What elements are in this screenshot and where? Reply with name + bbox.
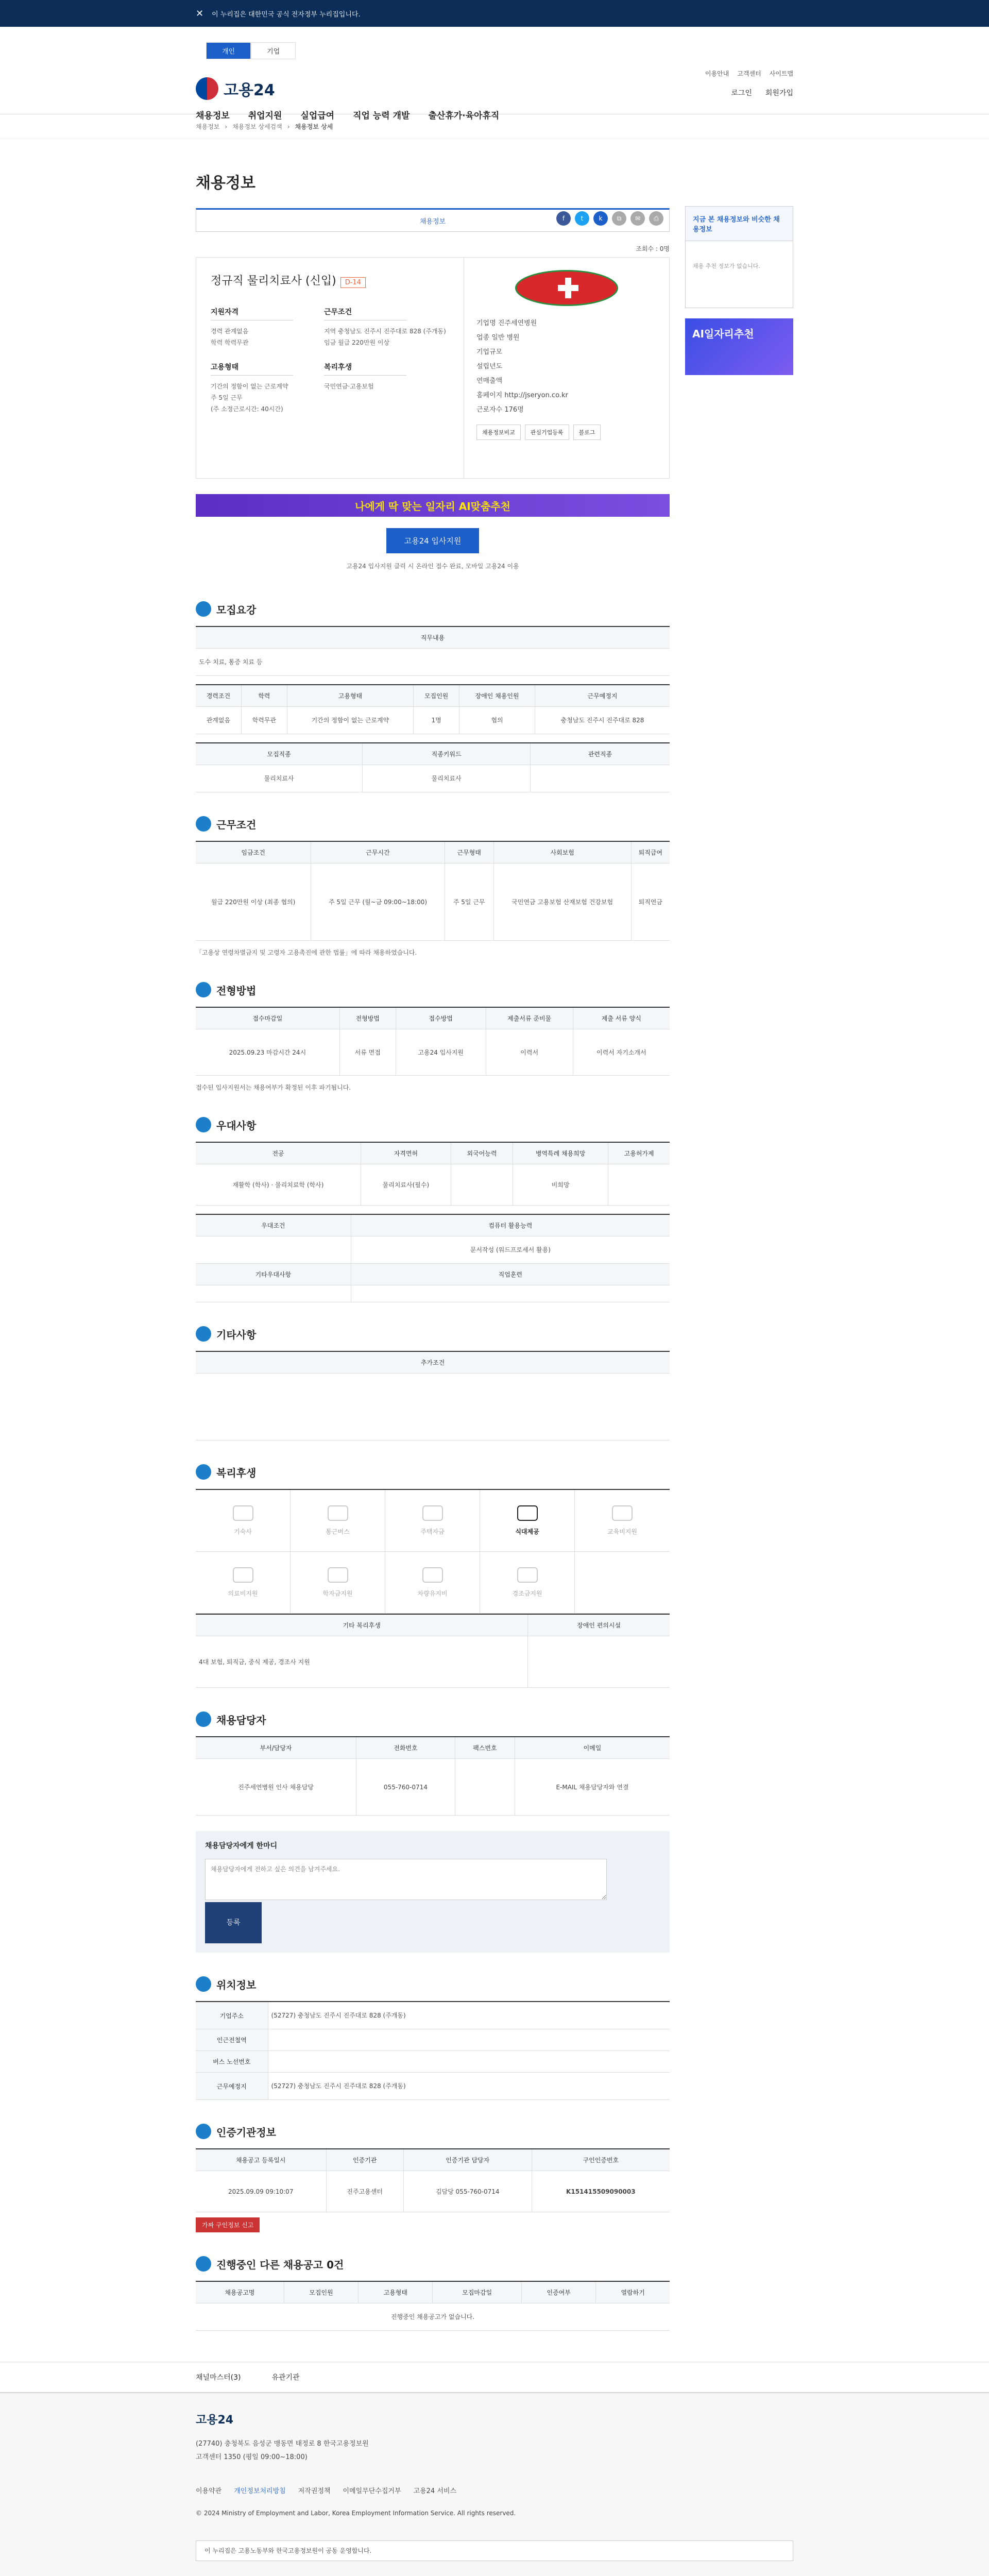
th: 모집인원: [284, 2281, 358, 2303]
footer-copyright: © 2024 Ministry of Employment and Labor, Korea Employment Information Service. All rights reserved.: [196, 2510, 516, 2517]
tab-company[interactable]: 기업: [251, 42, 296, 59]
footer-link-privacy[interactable]: 개인정보처리방침: [234, 2487, 286, 2495]
welfare-item: 국민연금·고용보험: [324, 383, 374, 390]
medical-icon: [233, 1567, 253, 1583]
conditions-table: [196, 841, 670, 941]
report-fake-button[interactable]: 가짜 구인정보 신고: [196, 2217, 260, 2232]
th: 우대조건: [196, 1214, 351, 1236]
td: 4대 보험, 퇴직금, 중식 제공, 경조사 지원: [196, 1636, 528, 1688]
th: 모집마감일: [433, 2281, 522, 2303]
meal-icon: [517, 1505, 538, 1521]
duty-head: 직무내용: [196, 626, 670, 649]
td: 비희망: [513, 1164, 608, 1206]
td: 문서작성 (워드프로세서 활용): [351, 1236, 670, 1264]
th: 전화번호: [356, 1737, 455, 1759]
duty-content: 도수 치료, 통증 치료 등: [196, 649, 670, 676]
footer-gov-bar: 이 누리집은 고용노동부와 한국고용정보원이 공동 운영합니다.: [196, 2540, 793, 2561]
company-industry: 업종 일반 병원: [476, 334, 520, 342]
welfare-grid: [196, 1489, 670, 1614]
breadcrumb: 채용정보 › 채용정보 상세검색 › 채용정보 상세: [0, 114, 989, 139]
process-note: 접수된 입사지원서는 채용여부가 확정된 이후 파기됩니다.: [196, 1084, 351, 1091]
footer-links: [196, 2485, 793, 2498]
crumb-2[interactable]: 채용정보 상세검색: [232, 123, 282, 130]
td: K151415509090003: [532, 2171, 670, 2212]
conditions-icon: [196, 816, 211, 832]
bus-icon: [328, 1505, 348, 1521]
member-tabs: [206, 42, 296, 59]
td: (52727) 충청남도 진주시 진주대로 828 (주개동): [268, 2073, 670, 2100]
preference-table-2: [196, 1214, 670, 1302]
sidebar-title: 지금 본 채용정보와 비슷한 채용정보: [685, 206, 793, 241]
feedback-input[interactable]: [205, 1859, 607, 1900]
etc-table: [196, 1351, 670, 1440]
td: 충청남도 진주시 진주대로 828: [535, 707, 670, 734]
ai-banner[interactable]: 나에게 딱 맞는 일자리 AI맞춤추천: [196, 494, 670, 517]
company-homepage[interactable]: 홈페이지 http://jseryon.co.kr: [476, 392, 568, 399]
th: 전공: [196, 1142, 361, 1164]
related-links: [0, 2362, 989, 2393]
td: 물리치료사: [363, 765, 531, 792]
recruit-icon: [196, 601, 211, 617]
th: 근무형태: [445, 841, 493, 863]
td: 이력서: [486, 1029, 573, 1076]
share-icons: [556, 211, 663, 226]
twitter-icon[interactable]: t: [575, 211, 589, 226]
tab-personal[interactable]: 개인: [206, 42, 251, 59]
site-logo[interactable]: 고용24: [196, 77, 275, 100]
th: 추가조건: [196, 1351, 670, 1374]
nav-jobs[interactable]: 채용정보: [196, 111, 230, 121]
welfare-housing: 주택자금: [385, 1490, 480, 1552]
th: 경력조건: [196, 685, 241, 707]
th: 퇴직급여: [631, 841, 670, 863]
nav-support[interactable]: 취업지원: [248, 111, 282, 121]
work-wage: 임금 월급 220만원 이상: [324, 339, 390, 346]
footer-address: (27740) 충청북도 음성군 맹동면 태정로 8 한국고용정보원: [196, 2440, 369, 2448]
th: 직업훈련: [351, 1264, 670, 1285]
main-nav: [196, 108, 499, 121]
company-logo: [515, 270, 618, 306]
cert-table: [196, 2148, 670, 2212]
th: 제출서류 준비물: [486, 1007, 573, 1029]
link-icon[interactable]: ⧉: [612, 211, 626, 226]
related-2[interactable]: 유관기관: [271, 2374, 300, 2382]
welfare-bus: 통근버스: [291, 1490, 385, 1552]
work-heading: 근무조건: [324, 307, 406, 320]
td: 물리치료사(필수): [361, 1164, 451, 1206]
welfare-empty: [575, 1552, 670, 1614]
email-link[interactable]: E-MAIL 채용담당자와 연결: [515, 1759, 670, 1816]
process-table: [196, 1007, 670, 1076]
th: 근무예정지: [196, 2073, 268, 2100]
section-manager: 채용담당자: [196, 1711, 670, 1727]
th: 채용공고명: [196, 2281, 284, 2303]
th: 모집인원: [414, 685, 459, 707]
th: 인증여부: [521, 2281, 595, 2303]
apply-method-link[interactable]: 고용24 입사지원: [396, 1029, 486, 1076]
th: 병역특례 채용희망: [513, 1142, 608, 1164]
section-welfare: 복리후생: [196, 1464, 670, 1480]
occupation-table: [196, 742, 670, 792]
td: 2025.09.23 마감시간 24시: [196, 1029, 339, 1076]
nav-leave[interactable]: 출산휴가·육아휴직: [428, 111, 500, 121]
td: [268, 2029, 670, 2051]
nav-training[interactable]: 직업 능력 개발: [353, 111, 410, 121]
th: 고용형태: [359, 2281, 433, 2303]
type-contract: 기간의 정함이 없는 근로계약: [211, 383, 288, 390]
td: 진주고용센터: [326, 2171, 403, 2212]
td: [351, 1285, 670, 1302]
section-recruit: 모집요강: [196, 601, 670, 617]
print-icon[interactable]: ⎙: [649, 211, 663, 226]
related-1[interactable]: 채널마스터(3): [196, 2374, 241, 2382]
td: [196, 1374, 670, 1440]
th: 기타우대사항: [196, 1264, 351, 1285]
welfare-table: [196, 1614, 670, 1688]
th: 근무예정지: [535, 685, 670, 707]
td: [531, 765, 670, 792]
company-founded: 설립년도: [476, 363, 503, 370]
recruit-table: [196, 684, 670, 734]
facebook-icon[interactable]: f: [556, 211, 571, 226]
welfare-family: 경조금지원: [480, 1552, 575, 1614]
preference-icon: [196, 1117, 211, 1132]
conditions-note: 「고용상 연령차별금지 및 고령자 고용촉진에 관한 법률」에 따라 채용하였습니다.: [196, 949, 417, 956]
type-heading: 고용형태: [211, 362, 293, 376]
location-table: [196, 2001, 670, 2100]
td: 055-760-0714: [356, 1759, 455, 1816]
section-location: 위치정보: [196, 1976, 670, 1992]
footer-logo: 고용24: [196, 2414, 234, 2427]
signup-button[interactable]: 회원가입: [765, 89, 793, 97]
th: 부서/담당자: [196, 1737, 356, 1759]
td: 주 5일 근무 (월~금 09:00~18:00): [311, 863, 445, 941]
th: 장애인 편의시설: [528, 1614, 670, 1636]
footer-link-terms[interactable]: 이용약관: [196, 2487, 222, 2495]
footer-link-copyright[interactable]: 저작권정책: [298, 2487, 331, 2495]
th: 접수마감일: [196, 1007, 339, 1029]
dormitory-icon: [233, 1505, 253, 1521]
th: 버스 노선번호: [196, 2051, 268, 2073]
type-days: 주 5일 근무: [211, 394, 243, 401]
graduation-icon: [612, 1505, 633, 1521]
th: 임금조건: [196, 841, 311, 863]
req-edu: 학력 학력무관: [211, 339, 249, 346]
td: 진행중인 채용공고가 없습니다.: [196, 2303, 670, 2331]
company-employees: 근로자수 176명: [476, 406, 524, 414]
emblem-icon: [196, 77, 218, 100]
other-jobs-icon: [196, 2256, 211, 2272]
td: 학력무관: [241, 707, 287, 734]
preference-table: [196, 1142, 670, 1206]
view-count: 조회수 : 0명: [636, 245, 670, 252]
header: [0, 27, 989, 121]
feedback-submit-button[interactable]: 등록: [205, 1902, 262, 1943]
th: 직종키워드: [363, 743, 531, 765]
util-support[interactable]: 고객센터: [737, 70, 761, 77]
page-title: 채용정보: [196, 174, 255, 192]
td: 물리치료사: [196, 765, 363, 792]
td: 협의: [459, 707, 535, 734]
td: [196, 1285, 351, 1302]
favorite-button[interactable]: 관심기업등록: [525, 425, 569, 440]
gift-icon: [517, 1567, 538, 1583]
login-button[interactable]: 로그인: [731, 89, 752, 97]
th: 모집직종: [196, 743, 363, 765]
td: 퇴직연금: [631, 863, 670, 941]
req-career: 경력 관계없음: [211, 328, 249, 335]
welfare-heading: 복리후생: [324, 362, 406, 376]
gov-notice-bar: ✕ 이 누리집은 대한민국 공식 전자정부 누리집입니다.: [0, 0, 989, 27]
work-region: 지역 충청남도 진주시 진주대로 828 (주개동): [324, 328, 446, 335]
process-icon: [196, 982, 211, 997]
section-cert: 인증기관정보: [196, 2124, 670, 2139]
ai-recommend-banner[interactable]: AI일자리추천: [685, 318, 793, 375]
manager-table: [196, 1736, 670, 1816]
td: (52727) 충청남도 진주시 진주대로 828 (주개동): [268, 2002, 670, 2029]
th: 인근전철역: [196, 2029, 268, 2051]
th: 열람하기: [596, 2281, 670, 2303]
footer: [0, 2393, 989, 2576]
td: [451, 1164, 513, 1206]
section-etc: 기타사항: [196, 1326, 670, 1342]
section-other-jobs: 진행중인 다른 채용공고 0건: [196, 2256, 670, 2272]
td: [528, 1636, 670, 1688]
section-preference: 우대사항: [196, 1117, 670, 1132]
td: 국민연금 고용보험 산재보험 건강보험: [493, 863, 631, 941]
td: 주 5일 근무: [445, 863, 493, 941]
td: 관계없음: [196, 707, 241, 734]
blog-button[interactable]: 블로그: [573, 425, 601, 440]
sidebar: [685, 206, 793, 375]
th: 접수방법: [396, 1007, 486, 1029]
welfare-dormitory: 기숙사: [196, 1490, 291, 1552]
th: 고용형태: [287, 685, 413, 707]
td: 1명: [414, 707, 459, 734]
nav-benefit[interactable]: 실업급여: [300, 111, 335, 121]
location-icon: [196, 1976, 211, 1992]
th: 기업주소: [196, 2002, 268, 2029]
cert-icon: [196, 2124, 211, 2139]
td: 기간의 정함이 없는 근로계약: [287, 707, 413, 734]
th: 제출 서류 양식: [573, 1007, 670, 1029]
th: 장애인 채용인원: [459, 685, 535, 707]
welfare-icon: [196, 1464, 211, 1480]
th: 구인인증번호: [532, 2149, 670, 2171]
td: 진주세연병원 인사 채용담당: [196, 1759, 356, 1816]
job-summary-card: [196, 257, 670, 479]
welfare-education: 교육비지원: [575, 1490, 670, 1552]
kakao-icon[interactable]: k: [593, 211, 608, 226]
welfare-car: 차량유지비: [385, 1552, 480, 1614]
footer-contact: 고객센터 1350 (평일 09:00~18:00): [196, 2453, 308, 2461]
td: 2025.09.09 09:10:07: [196, 2171, 326, 2212]
td: [455, 1759, 515, 1816]
th: 컴퓨터 활용능력: [351, 1214, 670, 1236]
footer-link-service[interactable]: 고용24 서비스: [413, 2487, 456, 2495]
dday-badge: D-14: [340, 277, 366, 288]
th: 채용공고 등록일시: [196, 2149, 326, 2171]
th: 외국어능력: [451, 1142, 513, 1164]
company-revenue: 연매출액: [476, 377, 503, 385]
mail-icon[interactable]: ✉: [630, 211, 645, 226]
manager-icon: [196, 1711, 211, 1727]
apply-note: 고용24 입사지원 클릭 시 온라인 접수 완료, 모바일 고용24 이용: [346, 563, 519, 570]
welfare-meal: 식대제공: [480, 1490, 575, 1552]
th: 인증기관 담당자: [403, 2149, 532, 2171]
td: [196, 1236, 351, 1264]
td: 월급 220만원 이상 (최종 협의): [196, 863, 311, 941]
crumb-1[interactable]: 채용정보: [196, 123, 220, 130]
th: 팩스번호: [455, 1737, 515, 1759]
td: [268, 2051, 670, 2073]
tab-job-info[interactable]: 채용정보: [196, 208, 670, 232]
th: 인증기관: [326, 2149, 403, 2171]
tuition-icon: [328, 1567, 348, 1583]
th: 관련직종: [531, 743, 670, 765]
welfare-medical: 의료비지원: [196, 1552, 291, 1614]
other-jobs-table: [196, 2281, 670, 2331]
feedback-title: 채용담당자에게 한마디: [205, 1842, 278, 1850]
crumb-3: 채용정보 상세: [295, 123, 333, 130]
footer-link-email[interactable]: 이메일무단수집거부: [343, 2487, 401, 2495]
company-name: 기업명 진주세연병원: [476, 319, 537, 327]
th: 사회보험: [493, 841, 631, 863]
td: 재활학 (학사) · 물리치료학 (학사): [196, 1164, 361, 1206]
job-title: 정규직 물리치료사 (신입) D-14: [211, 272, 449, 288]
td: [608, 1164, 670, 1206]
company-size: 기업규모: [476, 348, 503, 356]
th: 기타 복리후생: [196, 1614, 528, 1636]
compare-button[interactable]: 채용정보비교: [476, 425, 521, 440]
utility-nav: [705, 69, 793, 78]
duty-table: [196, 626, 670, 676]
util-sitemap[interactable]: 사이트맵: [769, 70, 793, 77]
apply-button[interactable]: 고용24 입사지원: [386, 528, 479, 553]
th: 학력: [241, 685, 287, 707]
td: 서류 면접: [339, 1029, 396, 1076]
td: 김담당 055-760-0714: [403, 2171, 532, 2212]
feedback-box: [196, 1831, 670, 1953]
etc-icon: [196, 1326, 211, 1342]
type-hours: (주 소정근로시간: 40시간): [211, 405, 283, 413]
util-guide[interactable]: 이용안내: [705, 70, 729, 77]
welfare-tuition: 학자금지원: [291, 1552, 385, 1614]
close-icon[interactable]: ✕: [196, 8, 204, 19]
th: 고용허가제: [608, 1142, 670, 1164]
th: 전형방법: [339, 1007, 396, 1029]
section-conditions: 근무조건: [196, 816, 670, 832]
sidebar-empty: 채용 추천 정보가 없습니다.: [685, 241, 793, 308]
section-process: 전형방법: [196, 982, 670, 997]
user-menu: [731, 88, 793, 98]
form-download-link[interactable]: 이력서 자기소개서: [573, 1029, 670, 1076]
th: 이메일: [515, 1737, 670, 1759]
th: 근무시간: [311, 841, 445, 863]
car-icon: [422, 1567, 443, 1583]
house-icon: [422, 1505, 443, 1521]
req-heading: 지원자격: [211, 307, 293, 320]
th: 자격면허: [361, 1142, 451, 1164]
